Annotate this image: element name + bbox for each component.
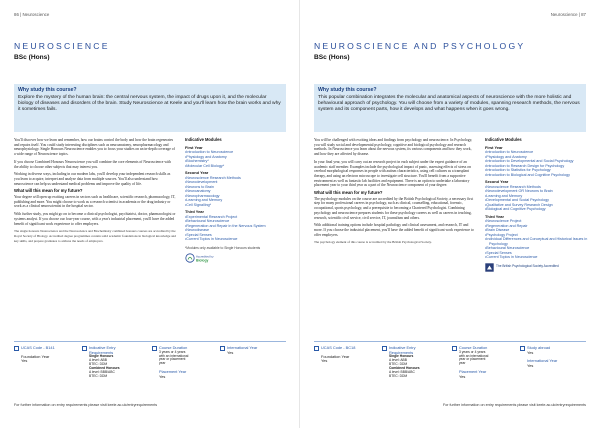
accreditation-badge (185, 253, 289, 263)
entry-requirements-cell (382, 346, 450, 379)
why-study-heading: Why study this course? (18, 87, 77, 93)
year-heading: First Year (185, 144, 203, 150)
checkbox-icon (314, 346, 319, 351)
duration-line: with an international (459, 353, 489, 358)
accreditation-badge (485, 263, 589, 272)
course-description (14, 138, 176, 246)
checkbox-icon (14, 346, 19, 351)
single-honours-label: Single Honours (89, 354, 114, 359)
module-link[interactable]: • Introduction to Biological and Cognitive Psychology (485, 173, 589, 178)
foundation-year-value: Yes (21, 358, 28, 364)
single-honours-line: A level: ABB (89, 358, 107, 363)
accreditation-note: The psychology element of this course is accredited by the British Psychological Society. (314, 240, 432, 245)
module-link[interactable]: • Neuropharmacology (185, 194, 289, 199)
year-heading: Second Year (485, 179, 509, 184)
modules-list (185, 138, 289, 263)
body-paragraph: You will be challenged with exciting ideas and findings from psychology and neuroscience. In Psychology, you will study social and developmental psychology, cognitive and biological psychology and research methods. In Neuroscience you learn about the nervous system, its various components and how they work, and how they are affected by disease. (314, 138, 473, 157)
module-link[interactable]: • Neurodisease (185, 228, 289, 233)
international-cell (520, 346, 586, 368)
study-abroad-value: Yes (527, 349, 534, 355)
career-paragraph: The psychology modules on the course are accredited by the British Psychological Society, a necessary first step for many professional careers in psychology, such as clinical, counselling, educational, forensic, occupational, sports psychology, and a prerequisite to becoming a Chartered Psychologist. Combining psychology and neuroscience prepares students for these psychology careers as well as careers in teaching, research, scientific civil service, civil service, IT, journalism and others. (314, 196, 474, 220)
single-honours-label: Single Honours (389, 354, 414, 359)
placement-year-heading: Placement Year (159, 369, 187, 375)
module-link[interactable]: • Neuroscience Research Methods (185, 176, 289, 181)
svg-text:Accredited by: Accredited by (196, 254, 214, 259)
module-link[interactable]: • Neuroscience Research Methods (485, 185, 589, 190)
body-paragraph: You'll discover how we learn and remember, how our brains control the body and how the brain regenerates and repairs itself. You could study interesting disciplines such as neuroanatomy, neuropharmacology and neurophysiology. Single Honours Neuroscience enables you to focus your studies on an in-depth coverage of a wide range of Neuroscience topics. (14, 138, 175, 157)
placement-year-value: Yes (459, 373, 466, 379)
international-year-heading: International Year (527, 358, 558, 364)
year-heading: First Year (485, 144, 503, 150)
why-study-text: This popular combination integrates the molecular and anatomical aspects of neuroscience with the more holistic and behavioural approach of psychology. You will choose from a variety of modules, spanning research methods, the nervous system and its component parts, how it develops and what happens when it goes wrong. (318, 95, 580, 113)
why-study-text: Explore the mystery of the human brain: the central nervous system, the impact of drugs upon it, and the molecular biology of diseases and disorders of the brain. Study Neuroscience at Keele and you'll learn how the brain works and why it sometimes fails. (18, 95, 281, 113)
course-description (314, 138, 476, 248)
module-link[interactable]: • Introduction to Developmental and Social Psychology (485, 159, 589, 164)
course-award: BSc (Hons) (14, 54, 50, 61)
body-paragraph: In your final year, you will carry out an research project in each subject under the expert guidance of an academic staff member. Examples include the psychological impact of panic, assessing effects of stress on cerebral morphological responses in people with autism characteristics, using cell cultures as a transplant therapy, and using an electron microscope to investigate cell structure. You'll benefit from a supportive environment as well as fantastic lab facilities and equipment. There is an option to undertake a laboratory placement year to your third year as a part of the Neuroscience component of your degree. (314, 159, 471, 188)
career-heading: What will this mean for my future? (14, 188, 83, 194)
year-heading: Third Year (485, 213, 504, 219)
module-link[interactable]: • Brain Disease (485, 228, 589, 233)
checkbox-icon (82, 346, 87, 351)
bps-logo-icon (485, 263, 494, 272)
module-link[interactable]: • Neurodevelopment OR Neurons to Brain (485, 189, 589, 194)
international-cell (220, 346, 286, 355)
module-link[interactable]: • Introduction to Neuroscience (485, 150, 589, 155)
body-paragraph: Working in diverse ways, including in our modern labs, you'll develop your independent research skills as you learn to acquire, interpret and analyse data from multiple sources. You'll also understand how neuroscience can help us understand medical problems and improve the quality of life. (14, 172, 171, 186)
duration-line: with an international (159, 353, 189, 358)
study-abroad-heading: Study abroad (527, 345, 551, 350)
module-link[interactable]: • Special Senses (485, 251, 589, 256)
checkbox-icon (452, 346, 457, 351)
single-honours-line: A level: ABB (389, 358, 407, 363)
module-link[interactable]: • Neurodevelopment (185, 180, 289, 185)
duration-line: year or placement (159, 357, 186, 362)
modules-heading: Indicative Modules (485, 137, 522, 142)
svg-text:Biology: Biology (196, 257, 209, 262)
module-link[interactable]: • Molecular Cell Biology* (185, 164, 289, 169)
career-heading: What will this mean for my future? (314, 190, 383, 196)
right-page (300, 0, 600, 428)
checkbox-icon (520, 346, 525, 351)
modules-heading: Indicative Modules (185, 137, 222, 142)
module-link[interactable]: • Introduction to Statistics for Psychology (485, 168, 589, 173)
checkbox-icon (382, 346, 387, 351)
course-title: NEUROSCIENCE (14, 41, 110, 51)
module-link[interactable]: • Developmental and Social Psychology (485, 198, 589, 203)
body-paragraph: If you choose Combined Honours Neuroscience you will combine the core elements of Neuroscience with the ability to choose other subjects that may interest you. (14, 159, 171, 169)
module-link[interactable]: • Special Senses (185, 233, 289, 238)
why-study-box (314, 84, 586, 132)
module-link[interactable]: • Biochemistry* (185, 159, 289, 164)
module-link[interactable]: • Current Topics in Neuroscience (485, 255, 589, 260)
duration-line: year (159, 361, 166, 366)
foundation-year-label: Foundation Year (21, 353, 50, 359)
single-honours-line: BTEC: DDM (89, 362, 108, 366)
page-footer: For further information on entry requirements please visit keele.ac.uk/entryrequirements (442, 403, 586, 407)
combined-honours-line: A level: BBB/ABC (389, 369, 415, 374)
module-link[interactable]: • Behavioural Neuroscience (185, 219, 289, 224)
module-link[interactable]: • Neurons to Brain (185, 185, 289, 190)
module-link[interactable]: • Regeneration and Repair in the Nervous System (185, 224, 289, 229)
entry-requirements-cell (82, 346, 150, 379)
career-paragraph: Your degree will open up exciting careers in sectors such as healthcare, scientific research, pharmacology, IT, publishing and more. You might choose to work as a research scientist in academia or the drug industry or work as a clinical neuroscientist in the hospital sector. (14, 195, 176, 209)
course-award: BSc (Hons) (314, 54, 350, 61)
modules-list (485, 138, 589, 272)
international-year-value: Yes (527, 362, 534, 368)
modules-availability-note: *Modules only available to Single Honours students (185, 245, 261, 250)
placement-year-heading: Placement Year (459, 369, 487, 375)
module-link[interactable]: • Biological and Cognitive Psychology (485, 207, 589, 212)
duration-heading: Course Duration (159, 345, 188, 350)
entry-requirements-heading: Indicative Entry Requirements (89, 345, 116, 355)
ucas-code: UCAS Code - B141 (21, 345, 55, 350)
module-link[interactable]: • Regeneration and Repair (485, 224, 589, 229)
duration-line: year or placement (459, 357, 486, 362)
combined-honours-line: BTEC: DDM (389, 373, 408, 378)
royal-society-biology-logo-icon (185, 253, 219, 263)
ucas-code: UCAS Code - BC18 (321, 345, 356, 350)
module-link[interactable]: • Current Topics in Neuroscience (185, 237, 289, 242)
duration-cell (152, 346, 218, 379)
page-folio: 86 | Neuroscience (14, 12, 50, 17)
combined-honours-line: A level: BBB/ABC (89, 369, 115, 374)
why-study-heading: Why study this course? (318, 87, 377, 93)
entry-requirements-heading: Indicative Entry Requirements (389, 345, 416, 355)
why-study-box (14, 84, 286, 132)
module-link[interactable]: • Individual Differences and Conceptual and Historical Issues in Psychology (485, 237, 589, 246)
duration-line: 3 years or 4 years (159, 349, 186, 354)
duration-heading: Course Duration (459, 345, 488, 350)
course-info-strip (14, 341, 286, 399)
duration-cell (452, 346, 518, 379)
module-link[interactable]: • Introduction to Research Design for Psychology (485, 164, 589, 169)
checkbox-icon (152, 346, 157, 351)
module-link[interactable]: • Introduction to Neuroscience (185, 150, 289, 155)
year-heading: Second Year (185, 170, 209, 175)
year-heading: Third Year (185, 209, 204, 214)
module-link[interactable]: • Physiology and Anatomy (485, 155, 589, 160)
duration-line: year (459, 361, 466, 366)
module-link[interactable]: • Physiology and Anatomy (185, 155, 289, 160)
career-paragraph: With additional training options include hospital pathology and clinical assessment, and research, IT and more. If you choose the industrial placement, you'll have the added benefit of significant work experience to offer employers. (314, 223, 474, 237)
module-link[interactable]: • Qualitative and Survey Research Design (485, 203, 589, 208)
combined-honours-label: Combined Honours (389, 365, 420, 370)
module-link[interactable]: • Learning and Memory (185, 198, 289, 203)
module-link[interactable]: • Neuroscience Project (485, 219, 589, 224)
module-link[interactable]: • Psychology Project (485, 233, 589, 238)
page-folio: Neuroscience | 87 (550, 12, 586, 17)
module-link[interactable]: • Cell Signalling* (185, 203, 289, 208)
checkbox-icon (220, 346, 225, 351)
career-paragraph: With further study, you might go on to become a clinical psychologist, psychiatrist, doctor, pharmacologist or systems analyst. If you choose our four-year course, with a year's industrial placement, you'll have the added benefit of significant work experience to offer employers. (14, 212, 176, 226)
international-year-value: Yes (227, 349, 234, 355)
international-year-heading: International Year (227, 345, 258, 350)
foundation-year-label: Foundation Year (321, 353, 350, 359)
course-title: NEUROSCIENCE AND PSYCHOLOGY (314, 41, 526, 51)
single-honours-line: BTEC: DDM (389, 362, 408, 366)
ucas-cell (314, 346, 380, 364)
module-link[interactable]: • Experimental Research Project (185, 215, 289, 220)
combined-honours-line: BTEC: DDM (89, 373, 108, 378)
placement-year-value: Yes (159, 373, 166, 379)
ucas-cell (14, 346, 80, 364)
foundation-year-value: Yes (321, 358, 328, 364)
module-link[interactable]: • Neuroanatomy (185, 189, 289, 194)
page-footer: For further information on entry requirements please visit keele.ac.uk/entryrequirements (14, 403, 158, 407)
combined-honours-label: Combined Honours (89, 365, 120, 370)
course-info-strip (314, 341, 586, 399)
bps-accreditation-text: The British Psychological Society Accredited (496, 264, 559, 269)
accreditation-note: The single honours Neuroscience and the Neuroscience and Biochemistry combined honours courses are accredited by the Royal Society of Biology. Accredited degree programmes contain solid academic foundations in biological knowledge and key skills, and prepare graduates to address the needs of employers. (14, 229, 176, 243)
module-link[interactable]: • Behavioural Neuroscience (485, 246, 589, 251)
module-link[interactable]: • Learning and Memory (485, 194, 589, 199)
duration-line: 3 years or 4 years (459, 349, 486, 354)
